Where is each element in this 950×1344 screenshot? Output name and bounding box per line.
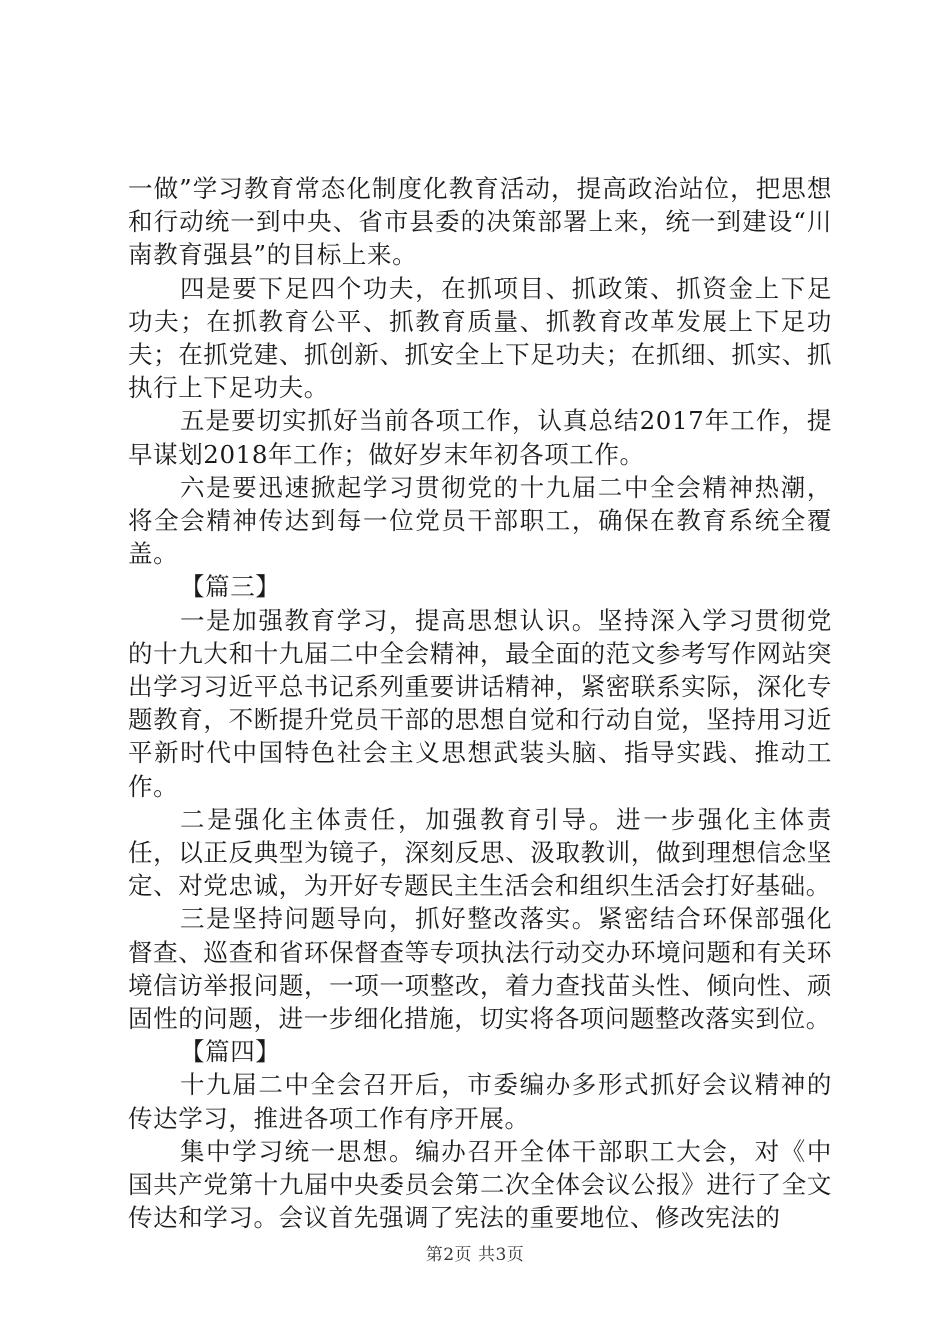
page-number-footer: 第2页 共3页: [425, 1245, 525, 1265]
paragraph-continuation: 一做”学习教育常态化制度化教育活动，提高政治站位，把思想和行动统一到中央、省市县委的决策部署上来，统一到建设“川南教育强县”的目标上来。: [128, 174, 832, 270]
section-heading-part-three: 【篇三】: [180, 572, 281, 602]
section-heading-part-four: 【篇四】: [180, 1037, 281, 1067]
paragraph-current-work: 五是要切实抓好当前各项工作，认真总结2017年工作，提早谋划2018年工作；做好岁末年初各项工作。: [128, 406, 832, 469]
paragraph-four-efforts: 四是要下足四个功夫，在抓项目、抓政策、抓资金上下足功夫；在抓教育公平、抓教育质量、抓教育改革发展上下足功夫；在抓党建、抓创新、抓安全上下足功夫；在抓细、抓实、抓执行上下足功夫。: [128, 273, 832, 403]
paragraph-strengthen-study: 一是加强教育学习，提高思想认识。坚持深入学习贯彻党的十九大和十九届二中全会精神，最全面的范文参考写作网站突出学习习近平总书记系列重要讲话精神，紧密联系实际，深化专题教育，不断提升党员干部的思想自觉和行动自觉，坚持用习近平新时代中国特色社会主义思想武装头脑、指导实践、推动工作。: [128, 605, 832, 801]
paragraph-problem-oriented: 三是坚持问题导向，抓好整改落实。紧密结合环保部强化督查、巡查和省环保督查等专项执法行动交办环境问题和有关环境信访举报问题，一项一项整改，着力查找苗头性、倾向性、顽固性的问题，进一步细化措施，切实将各项问题整改落实到位。: [128, 904, 832, 1034]
document-body: [128, 172, 832, 1235]
paragraph-centralized-study: 集中学习统一思想。编办召开全体干部职工大会，对《中国共产党第十九届中央委员会第二次全体会议公报》进行了全文传达和学习。会议首先强调了宪法的重要地位、修改宪法的: [128, 1136, 832, 1233]
paragraph-main-responsibility: 二是强化主体责任，加强教育引导。进一步强化主体责任，以正反典型为镜子，深刻反思、汲取教训，做到理想信念坚定、对党忠诚，为开好专题民主生活会和组织生活会打好基础。: [128, 804, 832, 901]
paragraph-study-wave: 六是要迅速掀起学习贯彻党的十九届二中全会精神热潮，将全会精神传达到每一位党员干部职工，确保在教育系统全覆盖。: [128, 472, 832, 569]
paragraph-after-plenum: 十九届二中全会召开后，市委编办多形式抓好会议精神的传达学习，推进各项工作有序开展。: [128, 1070, 832, 1133]
